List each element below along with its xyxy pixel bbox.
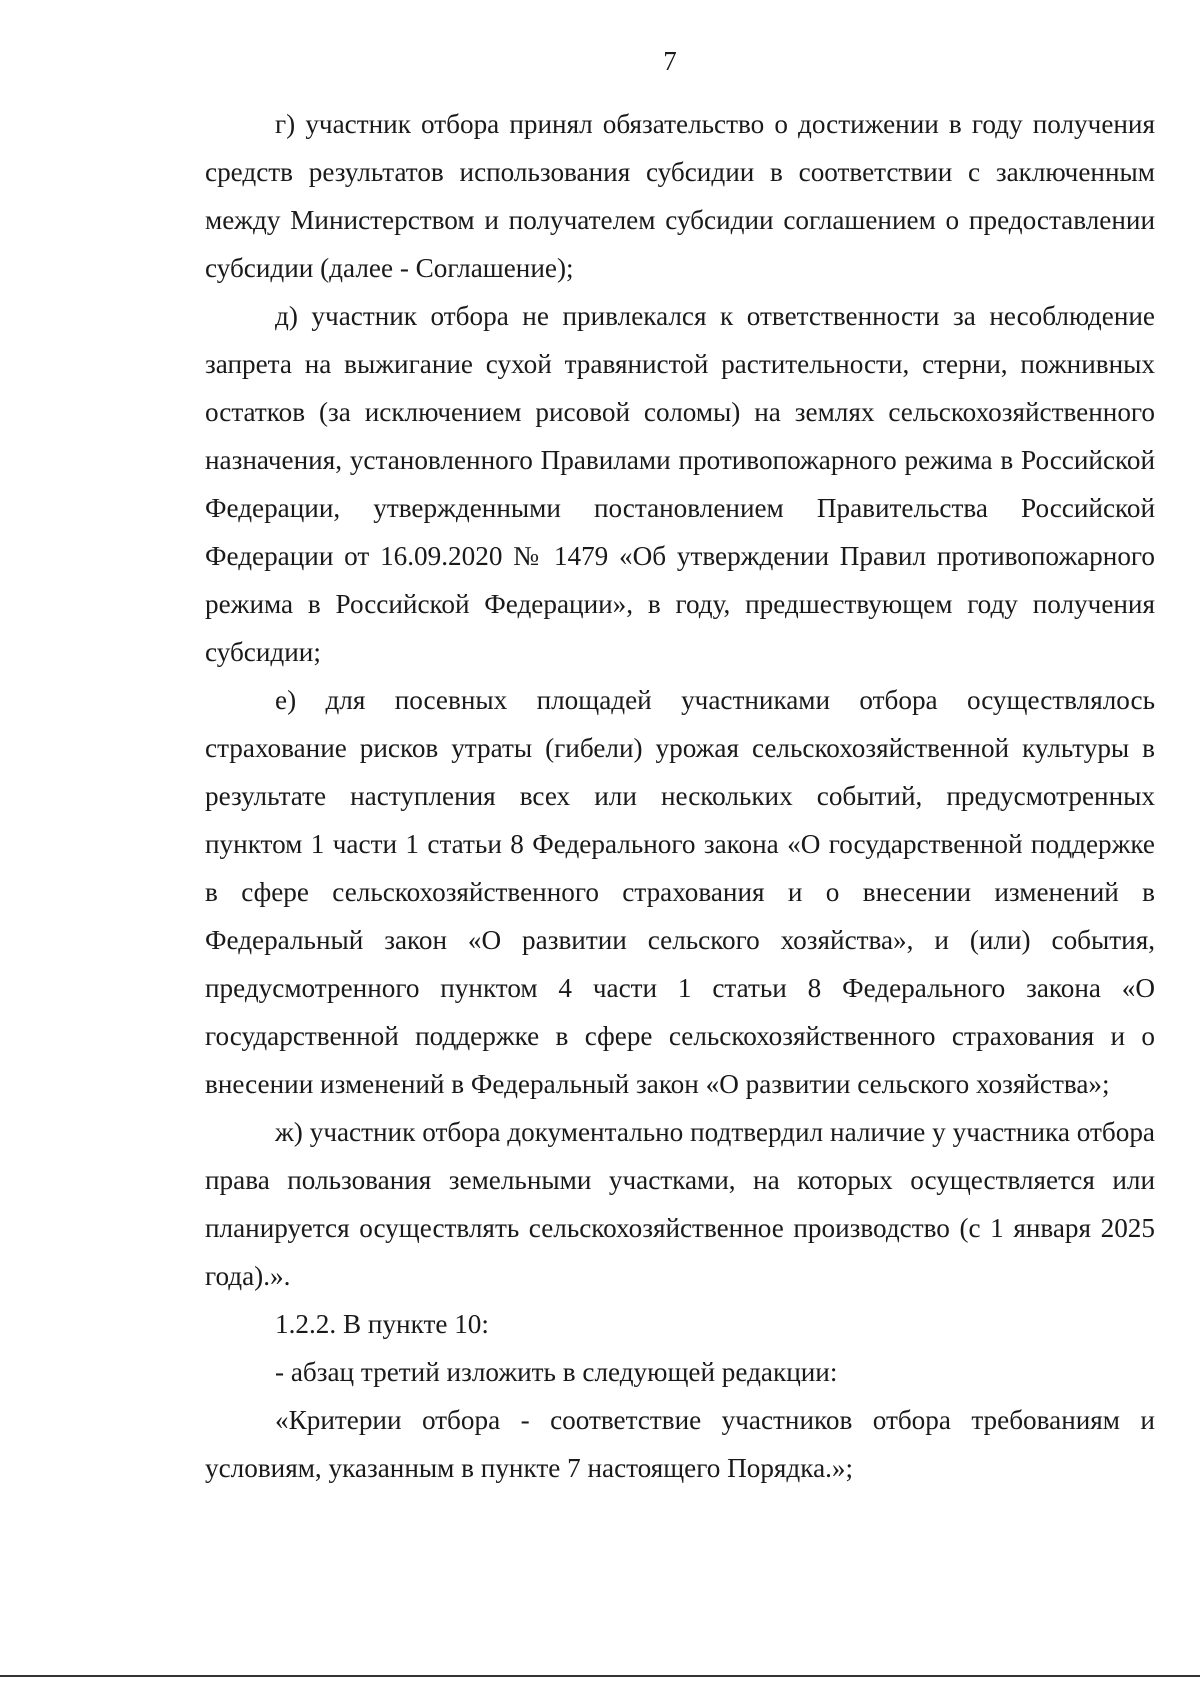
paragraph-instruction: - абзац третий изложить в следующей редакции:: [275, 1357, 838, 1387]
paragraph-d: д) участник отбора не привлекался к ответственности за несоблюдение запрета на выжигание сухой травянистой растительности, стерни, пожнивных остатков (за исключением рисовой соломы) на землях сельскохозяйственного назначения, установленного Правилами противопожарного режима в Российской Федерации, утвержденными постановлением Правительства Российской Федерации от 16.09.2020 № 1479 «Об утверждении Правил противопожарного режима в Российской Федерации», в году, предшествующем году получения субсидии;: [205, 301, 1155, 667]
page-number: 7: [663, 46, 677, 76]
paragraph-zh: ж) участник отбора документально подтвердил наличие у участника отбора права пользования земельными участками, на которых осуществляется или планируется осуществлять сельскохозяйственное производство (с 1 января 2025 года).».: [205, 1117, 1155, 1291]
paragraph-item-1-2-2: 1.2.2. В пункте 10:: [275, 1309, 489, 1339]
scan-edge-divider: [0, 1675, 1200, 1677]
document-body: [205, 100, 1155, 1492]
paragraph-e: е) для посевных площадей участниками отбора осуществлялось страхование рисков утраты (гибели) урожая сельскохозяйственной культуры в результате наступления всех или нескольких событий, предусмотренных пунктом 1 части 1 статьи 8 Федерального закона «О государственной поддержке в сфере сельскохозяйственного страхования и о внесении изменений в Федеральный закон «О развитии сельского хозяйства», и (или) события, предусмотренного пунктом 4 части 1 статьи 8 Федерального закона «О государственной поддержке в сфере сельскохозяйственного страхования и о внесении изменений в Федеральный закон «О развитии сельского хозяйства»;: [205, 685, 1155, 1099]
paragraph-g: г) участник отбора принял обязательство о достижении в году получения средств результатов использования субсидии в соответствии с заключенным между Министерством и получателем субсидии соглашением о предоставлении субсидии (далее - Соглашение);: [205, 109, 1155, 283]
paragraph-criteria: «Критерии отбора - соответствие участников отбора требованиям и условиям, указанным в пункте 7 настоящего Порядка.»;: [205, 1405, 1155, 1483]
